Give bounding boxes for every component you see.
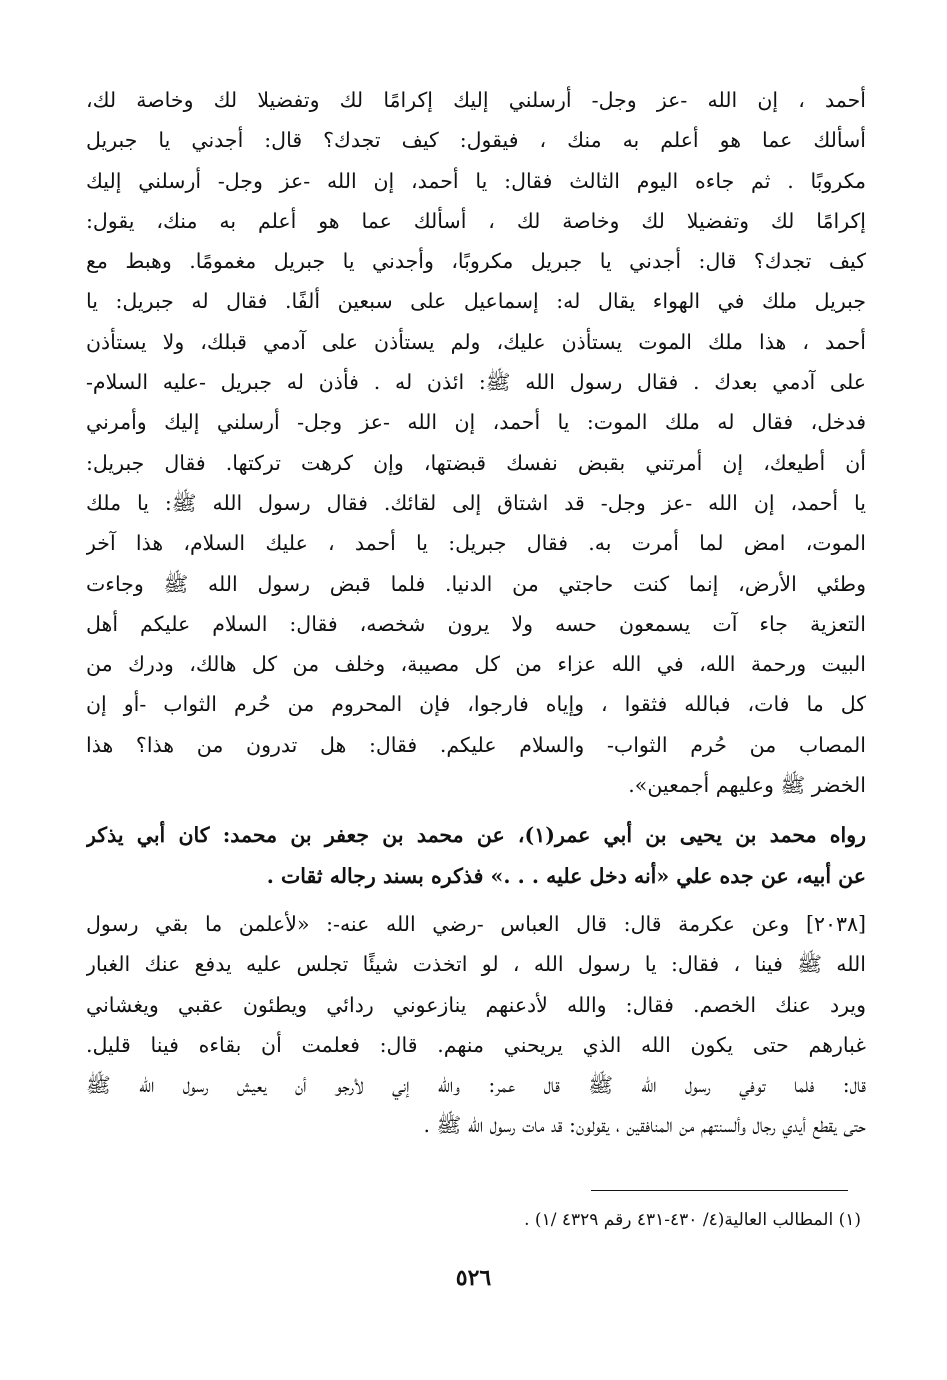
paragraph-gap	[86, 896, 866, 904]
text-line: يا أحمد، إن الله -عز وجل- قد اشتاق إلى لقائك. فقال رسول الله ﷺ: يا ملك	[86, 490, 866, 515]
text-line: البيت ورحمة الله، في الله عزاء من كل مصيبة، وخلف من كل هالك، ودرك من	[86, 652, 866, 677]
text-line: ويرد عنك الخصم. فقال: والله لأدعنهم ينازعوني ردائي ويطئون عقبي ويغشاني	[86, 992, 866, 1017]
page-number: ٥٢٦	[455, 1265, 492, 1291]
text-line: الموت، امض لما أمرت به. فقال جبريل: يا أحمد ، عليك السلام، هذا آخر	[86, 531, 866, 556]
paragraph-gap	[86, 805, 866, 815]
text-line: كل ما فات، فبالله فثقوا ، وإياه فارجوا، فإن المحروم من حُرم الثواب -أو إن	[86, 692, 866, 717]
text-line: على آدمي بعدك . فقال رسول الله ﷺ: ائذن له . فأذن له جبريل -عليه السلام-	[86, 370, 866, 395]
footnote: (١) المطالب العالية(٤/ ٤٣٠-٤٣١ رقم ٤٣٢٩ /١) .	[524, 1210, 861, 1230]
text-line: أسألك عما هو أعلم به منك ، فيقول: كيف تجدك؟ قال: أجدني يا جبريل	[86, 128, 866, 153]
text-line: الخضر ﷺ وعليهم أجمعين».	[628, 773, 866, 798]
text-line: غبارهم حتى يكون الله الذي يريحني منهم. قال: فعلمت أن بقاءه فينا قليل.	[86, 1032, 866, 1057]
text-line: أحمد ، إن الله -عز وجل- أرسلني إليك إكرامًا لك وتفضيلا لك وخاصة لك،	[86, 88, 866, 112]
text-line: أن أطيعك، إن أمرتني بقبض نفسك قبضتها، وإن كرهت تركتها. فقال جبريل:	[86, 450, 866, 475]
paragraph-hadith-narrative	[86, 80, 866, 805]
text-line: فدخل، فقال له ملك الموت: يا أحمد، إن الله -عز وجل- أرسلني إليك وأمرني	[86, 410, 866, 435]
text-line: التعزية جاء آت يسمعون حسه ولا يرون شخصه، فقال: السلام عليكم أهل	[86, 611, 866, 636]
text-line: المصاب من حُرم الثواب- والسلام عليكم. فقال: هل تدرون من هذا؟ هذا	[86, 732, 866, 757]
footnote-divider	[591, 1190, 848, 1191]
text-line: قال: فلما توفي رسول الله ﷺ قال عمر: والله إني لأرجو أن يعيش رسول الله ﷺ	[86, 1073, 866, 1098]
text-line: جبريل ملك في الهواء يقال له: إسماعيل على سبعين ألفًا. فقال له جبريل: يا	[86, 289, 866, 314]
text-line: [٢٠٣٨] وعن عكرمة قال: قال العباس -رضي الله عنه-: «لأعلمن ما بقي رسول	[86, 911, 866, 936]
text-line: الله ﷺ فينا ، فقال: يا رسول الله ، لو اتخذت شيئًا تجلس عليه يدفع عنك الغبار	[86, 952, 866, 977]
text-line: وطئي الأرض، إنما كنت حاجتي من الدنيا. فلما قبض رسول الله ﷺ وجاءت	[86, 571, 866, 596]
paragraph-hadith-2038	[86, 904, 866, 1146]
text-line: مكروبًا . ثم جاءه اليوم الثالث فقال: يا أحمد، إن الله -عز وجل- أرسلني إليك	[86, 168, 866, 193]
text-line: حتى يقطع أيدي رجال وألسنتهم من المنافقين ، يقولون: قد مات رسول الله ﷺ .	[423, 1113, 866, 1138]
text-line: كيف تجدك؟ قال: أجدني يا جبريل مكروبًا، وأجدني يا جبريل مغمومًا. وهبط مع	[86, 249, 866, 274]
main-text	[86, 80, 866, 1146]
text-line: أحمد ، هذا ملك الموت يستأذن عليك، ولم يستأذن على آدمي قبلك، ولا يستأذن	[86, 329, 866, 354]
text-line: عن أبيه، عن جده علي «أنه دخل عليه . . .» فذكره بسند رجاله ثقات .	[266, 863, 866, 888]
text-line: إكرامًا لك وتفضيلا لك وخاصة لك ، أسألك عما هو أعلم به منك، يقول:	[86, 208, 866, 233]
paragraph-isnad	[86, 815, 866, 896]
text-line: رواه محمد بن يحيى بن أبي عمر(١)، عن محمد بن جعفر بن محمد: كان أبي يذكر	[86, 823, 866, 848]
